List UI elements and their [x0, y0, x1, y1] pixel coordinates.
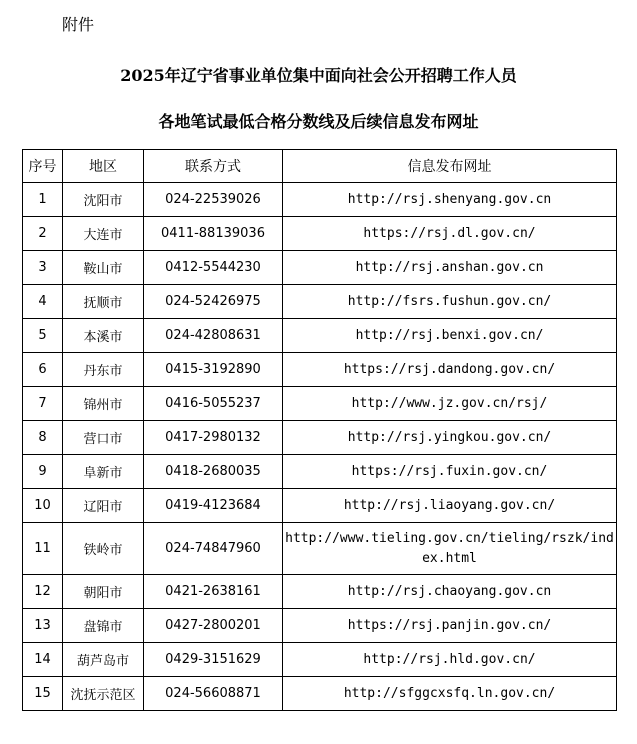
- row-index: 8: [23, 421, 63, 455]
- row-region: 本溪市: [63, 319, 144, 353]
- row-url[interactable]: http://rsj.anshan.gov.cn: [283, 251, 617, 285]
- document-title-line2: 各地笔试最低合格分数线及后续信息发布网址: [158, 112, 479, 131]
- column-header-contact: 联系方式: [144, 150, 283, 183]
- table-row: [23, 609, 617, 643]
- row-index: 13: [23, 609, 63, 643]
- row-index: 7: [23, 387, 63, 421]
- row-url[interactable]: http://rsj.chaoyang.gov.cn: [283, 575, 617, 609]
- row-phone: 0416-5055237: [144, 387, 283, 421]
- row-url[interactable]: http://rsj.benxi.gov.cn/: [283, 319, 617, 353]
- row-url[interactable]: https://rsj.panjin.gov.cn/: [283, 609, 617, 643]
- row-index: 10: [23, 489, 63, 523]
- row-region: 阜新市: [63, 455, 144, 489]
- row-phone: 0419-4123684: [144, 489, 283, 523]
- column-header-index: 序号: [23, 150, 63, 183]
- row-index: 6: [23, 353, 63, 387]
- row-url[interactable]: https://rsj.dl.gov.cn/: [283, 217, 617, 251]
- row-phone: 0411-88139036: [144, 217, 283, 251]
- table-row: [23, 353, 617, 387]
- row-url[interactable]: http://rsj.shenyang.gov.cn: [283, 183, 617, 217]
- row-index: 15: [23, 677, 63, 711]
- row-phone: 0427-2800201: [144, 609, 283, 643]
- row-phone: 0417-2980132: [144, 421, 283, 455]
- table-row: [23, 251, 617, 285]
- row-url[interactable]: https://rsj.fuxin.gov.cn/: [283, 455, 617, 489]
- document-title-line1: 2025年辽宁省事业单位集中面向社会公开招聘工作人员: [120, 66, 517, 85]
- row-index: 4: [23, 285, 63, 319]
- row-region: 抚顺市: [63, 285, 144, 319]
- row-phone: 024-74847960: [144, 523, 283, 575]
- row-phone: 024-52426975: [144, 285, 283, 319]
- attachment-label: 附件: [62, 15, 95, 34]
- row-phone: 0415-3192890: [144, 353, 283, 387]
- table-row: [23, 387, 617, 421]
- row-index: 12: [23, 575, 63, 609]
- row-region: 朝阳市: [63, 575, 144, 609]
- column-header-url: 信息发布网址: [283, 150, 617, 183]
- row-url[interactable]: http://www.jz.gov.cn/rsj/: [283, 387, 617, 421]
- contact-table: [22, 149, 617, 711]
- row-region: 铁岭市: [63, 523, 144, 575]
- row-region: 沈阳市: [63, 183, 144, 217]
- row-phone: 0429-3151629: [144, 643, 283, 677]
- row-phone: 024-56608871: [144, 677, 283, 711]
- table-header-row: [23, 150, 617, 183]
- row-url[interactable]: http://rsj.yingkou.gov.cn/: [283, 421, 617, 455]
- row-region: 大连市: [63, 217, 144, 251]
- table-row: [23, 285, 617, 319]
- row-url[interactable]: https://rsj.dandong.gov.cn/: [283, 353, 617, 387]
- row-phone: 0412-5544230: [144, 251, 283, 285]
- row-region: 鞍山市: [63, 251, 144, 285]
- table-row: [23, 183, 617, 217]
- row-phone: 0421-2638161: [144, 575, 283, 609]
- row-region: 葫芦岛市: [63, 643, 144, 677]
- row-region: 营口市: [63, 421, 144, 455]
- table-row: [23, 421, 617, 455]
- table-row: [23, 217, 617, 251]
- row-region: 丹东市: [63, 353, 144, 387]
- table-row: [23, 523, 617, 575]
- row-phone: 0418-2680035: [144, 455, 283, 489]
- row-url[interactable]: http://rsj.hld.gov.cn/: [283, 643, 617, 677]
- row-phone: 024-22539026: [144, 183, 283, 217]
- table-row: [23, 319, 617, 353]
- row-index: 9: [23, 455, 63, 489]
- row-region: 锦州市: [63, 387, 144, 421]
- row-url[interactable]: http://rsj.liaoyang.gov.cn/: [283, 489, 617, 523]
- row-region: 辽阳市: [63, 489, 144, 523]
- table-row: [23, 677, 617, 711]
- column-header-region: 地区: [63, 150, 144, 183]
- row-url[interactable]: http://fsrs.fushun.gov.cn/: [283, 285, 617, 319]
- row-url[interactable]: http://www.tieling.gov.cn/tieling/rszk/index.html: [283, 523, 617, 575]
- table-row: [23, 643, 617, 677]
- row-url[interactable]: http://sfggcxsfq.ln.gov.cn/: [283, 677, 617, 711]
- row-region: 盘锦市: [63, 609, 144, 643]
- row-index: 14: [23, 643, 63, 677]
- row-index: 2: [23, 217, 63, 251]
- row-region: 沈抚示范区: [63, 677, 144, 711]
- table-row: [23, 489, 617, 523]
- row-phone: 024-42808631: [144, 319, 283, 353]
- table-row: [23, 455, 617, 489]
- row-index: 11: [23, 523, 63, 575]
- row-index: 3: [23, 251, 63, 285]
- row-index: 1: [23, 183, 63, 217]
- table-row: [23, 575, 617, 609]
- row-index: 5: [23, 319, 63, 353]
